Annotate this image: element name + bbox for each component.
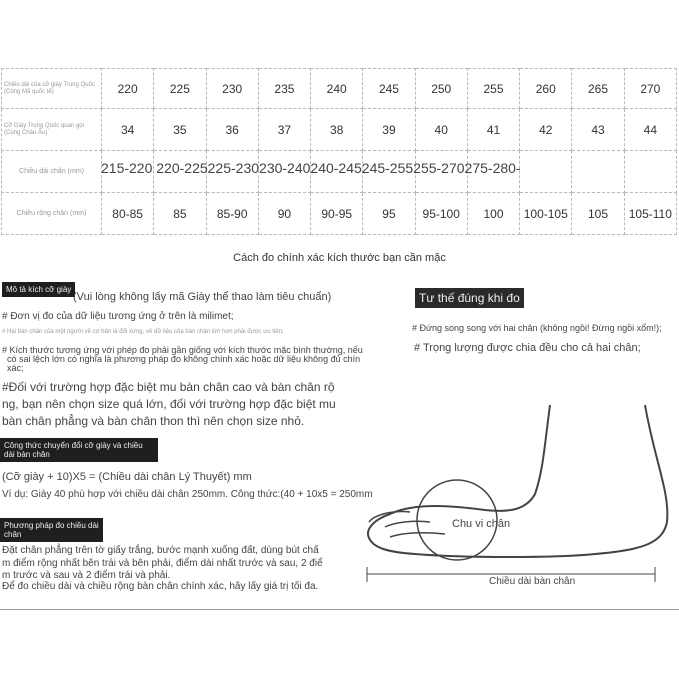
accuracy-note-2: có sai lệch lớn có nghĩa là phương pháp đo không chính xác hoặc dữ liệu không đủ chín: [7, 354, 361, 364]
size-table: [1, 68, 677, 235]
table-cell: 95: [363, 193, 415, 235]
unit-note: # Đơn vị đo của dữ liệu tương ứng ở trên là milimet;: [2, 311, 234, 322]
posture-note-2: # Trọng lượng được chia đều cho cả hai chân;: [414, 342, 641, 354]
table-cell: 90-95: [311, 193, 363, 235]
row-header-foot-length: Chiều dài chân (mm): [2, 151, 102, 193]
conversion-tag: Công thức chuyển đổi cỡ giày và chiều dài bàn chân: [0, 438, 158, 462]
table-cell: 105-110: [624, 193, 676, 235]
foot-length-ranges: 215-220 220-225225-230230-240240-245245-255255-270275-280-: [101, 160, 521, 176]
accuracy-note-1: # Kích thước tương ứng với phép đo phải gần giống với kích thước mặc bình thường, nếu: [2, 345, 363, 355]
accuracy-note-3: xác;: [7, 363, 24, 373]
table-cell: 35: [154, 109, 206, 151]
table-cell: 225: [154, 69, 206, 109]
table-cell: 34: [102, 109, 154, 151]
posture-tag: Tư thế đúng khi đo: [415, 288, 524, 308]
table-cell: 42: [520, 109, 572, 151]
table-cell: 270: [624, 69, 676, 109]
table-row-length: [2, 69, 677, 109]
table-cell: 100: [467, 193, 519, 235]
symmetry-note: # Hai bàn chân của một người về cơ bản là đối xứng, về dữ liệu của bàn chân lớn hơn phải được ưu tiên;: [2, 329, 284, 335]
size-description-tag: Mô tả kích cỡ giày: [2, 282, 75, 297]
table-cell: 100-105: [520, 193, 572, 235]
method-tag: Phương pháp đo chiều dài chân: [0, 518, 103, 542]
row-header-foot-width: Chiều rộng chân (mm): [2, 193, 102, 235]
table-cell: 95-100: [415, 193, 467, 235]
table-row-size: [2, 109, 677, 151]
measure-caption: Cách đo chính xác kích thước bạn cần mặc: [233, 252, 446, 264]
table-cell: 37: [258, 109, 310, 151]
table-cell: 85-90: [206, 193, 258, 235]
table-cell: 250: [415, 69, 467, 109]
table-cell: 235: [258, 69, 310, 109]
method-line-2: m điểm rộng nhất bên trái và bên phải, điểm dài nhất trước và sau, 2 điể: [2, 558, 323, 569]
table-cell: 85: [154, 193, 206, 235]
size-guide-sheet: [0, 66, 679, 610]
conversion-example: Ví dụ: Giày 40 phù hợp với chiều dài chân 250mm. Công thức:(40 + 10x5 = 250mm: [2, 489, 373, 500]
special-case-1: #Đối với trường hợp đặc biệt mu bàn chân cao và bàn chân rộ: [2, 380, 335, 394]
method-line-4: Để đo chiều dài và chiều rộng bàn chân chính xác, hãy lấy giá trị tối đa.: [2, 581, 319, 592]
note-text: (Vui lòng không lấy mã Giày thể thao làm tiêu chuẩn): [73, 291, 332, 303]
table-cell: 265: [572, 69, 624, 109]
foot-illustration: [355, 402, 670, 602]
table-cell: 105: [572, 193, 624, 235]
method-line-3: m trước và sau và 2 điểm trái và phải.: [2, 570, 171, 581]
special-case-2: ng, bạn nên chọn size quá lớn, đối với trường hợp đặc biệt mu: [2, 397, 336, 411]
table-cell: 245: [363, 69, 415, 109]
table-cell: 90: [258, 193, 310, 235]
length-label: Chiều dài bàn chân: [489, 576, 576, 587]
row-header-shoe-size: Cỡ Giày Trung Quốc quan gọi (Cùng Châu Âu): [2, 109, 102, 151]
table-cell: 240: [311, 69, 363, 109]
posture-note-1: # Đứng song song với hai chân (không ngồi! Đừng ngồi xổm!);: [412, 323, 662, 333]
table-cell: 40: [415, 109, 467, 151]
conversion-formula: (Cỡ giày + 10)X5 = (Chiều dài chân Lý Thuyết) mm: [2, 471, 252, 483]
table-cell: 255: [467, 69, 519, 109]
table-row-foot-width: [2, 193, 677, 235]
method-line-1: Đặt chân phẳng trên tờ giấy trắng, bước mạnh xuống đất, dùng bút chấ: [2, 545, 319, 556]
table-cell: 260: [520, 69, 572, 109]
table-cell: 80-85: [102, 193, 154, 235]
table-cell: 41: [467, 109, 519, 151]
table-cell: 36: [206, 109, 258, 151]
table-cell: 230: [206, 69, 258, 109]
circumference-label: Chu vi chân: [452, 518, 511, 530]
table-cell: 39: [363, 109, 415, 151]
special-case-3: bàn chân phẳng và bàn chân thon thì nên chọn size nhỏ.: [2, 414, 305, 428]
table-cell: 220: [102, 69, 154, 109]
table-cell: 38: [311, 109, 363, 151]
row-header-shoe-length: Chiều dài của cỡ giày Trung Quốc (Cùng Mã quốc tế): [2, 69, 102, 109]
table-cell: 43: [572, 109, 624, 151]
table-cell: 44: [624, 109, 676, 151]
